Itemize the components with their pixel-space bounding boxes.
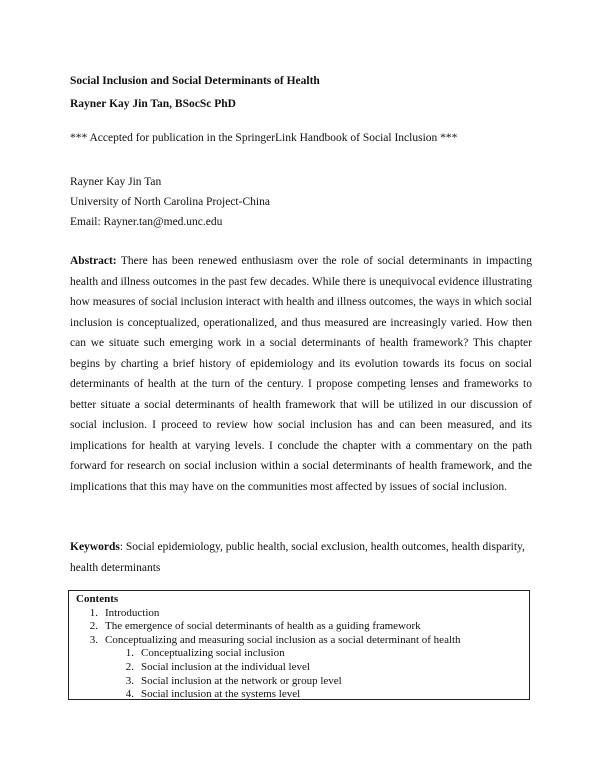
abstract-text: There has been renewed enthusiasm over the role of social determinants in impacting health and illness outcomes in the past few decades. While there is unequivocal evidence illustrating how measures of social inclusion interact with health and illness outcomes, the ways in which social inclusion is conceptualized, operationalized, and thus measured are increasingly varied. How then can we situate such emerging work in a social determinants of health framework? This chapter begins by charting a brief history of epidemiology and its evolution towards its focus on social determinants of health at the turn of the century. I propose competing lenses and frameworks to better situate a social determinants of health framework that will be utilized in our discussion of social inclusion. I proceed to review how social inclusion has and can been measured, and its implications for health at varying levels. I conclude the chapter with a commentary on the path forward for research on social inclusion within a social determinants of health framework, and the implications that this may have on the communities most affected by issues of social inclusion. <box>70 255 532 493</box>
acceptance-note: *** Accepted for publication in the SpringerLink Handbook of Social Inclusion *** <box>70 132 458 144</box>
toc-item-number: 2. <box>89 620 98 633</box>
contents-title: Contents <box>76 593 119 605</box>
toc-subitem <box>76 675 523 689</box>
toc-subitem-number: 4. <box>125 688 134 700</box>
toc-subitem <box>76 661 523 675</box>
abstract-label: Abstract: <box>70 255 117 267</box>
toc-subitem-label: Social inclusion at the individual level <box>141 660 310 673</box>
toc-item-label: Introduction <box>105 606 160 619</box>
toc-item <box>76 634 523 648</box>
toc-subitem-label: Social inclusion at the systems level <box>141 688 301 700</box>
abstract-paragraph <box>70 251 532 497</box>
paper-title: Social Inclusion and Social Determinants of Health <box>70 75 320 87</box>
toc-subitem <box>76 647 523 661</box>
keywords-text: : Social epidemiology, public health, social exclusion, health outcomes, health disparity, health determinants <box>70 541 525 574</box>
toc-item-number: 1. <box>89 606 98 619</box>
toc-subitem-label: Social inclusion at the network or group level <box>141 674 342 687</box>
author-email: Email: Rayner.tan@med.unc.edu <box>70 216 223 228</box>
author-name: Rayner Kay Jin Tan <box>70 176 162 188</box>
toc-item-number: 3. <box>89 633 98 646</box>
toc-item <box>76 607 523 621</box>
paper-byline: Rayner Kay Jin Tan, BSocSc PhD <box>70 98 236 110</box>
toc-subitem-number: 3. <box>125 674 134 687</box>
toc-item-label: The emergence of social determinants of health as a guiding framework <box>105 620 421 633</box>
contents-box <box>68 590 530 700</box>
contents-list <box>76 607 523 700</box>
author-block <box>70 172 270 232</box>
toc-item <box>76 620 523 634</box>
toc-subitem-number: 1. <box>125 647 134 660</box>
author-affiliation: University of North Carolina Project-China <box>70 196 270 208</box>
toc-subitem <box>76 688 523 700</box>
title-block <box>70 70 320 116</box>
toc-subitem-label: Conceptualizing social inclusion <box>141 647 285 660</box>
keywords-label: Keywords <box>70 541 120 553</box>
keywords-paragraph <box>70 537 532 578</box>
toc-subitem-number: 2. <box>125 660 134 673</box>
toc-item-label: Conceptualizing and measuring social inclusion as a social determinant of health <box>105 633 461 646</box>
